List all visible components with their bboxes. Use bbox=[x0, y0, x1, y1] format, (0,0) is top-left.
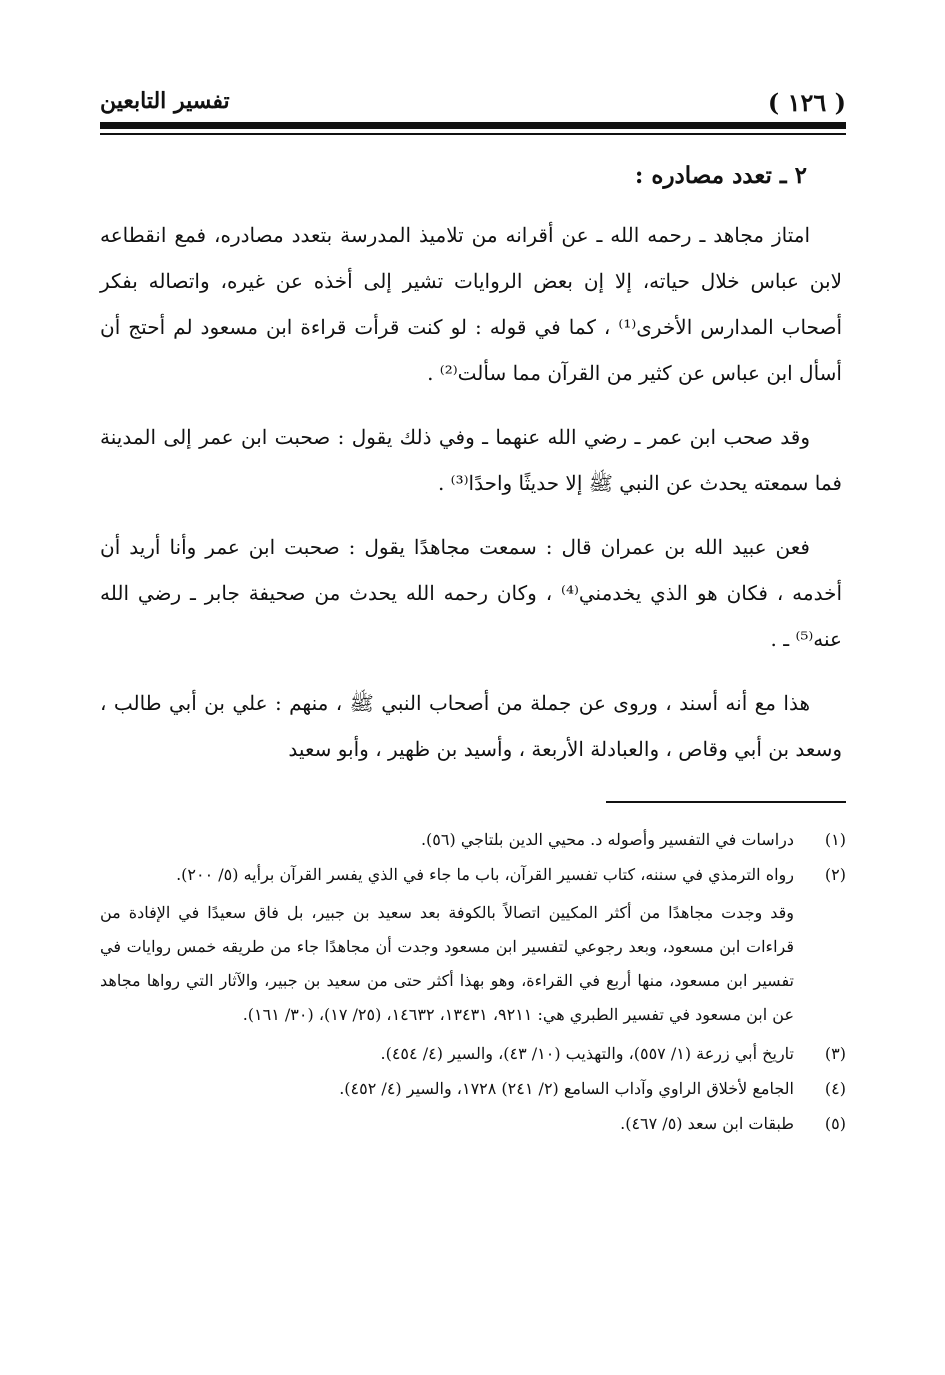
footnote bbox=[100, 1106, 846, 1141]
footnote-number: (٣) bbox=[824, 1044, 846, 1063]
paragraph: فعن عبيد الله بن عمران قال : سمعت مجاهدًا يقول : صحبت ابن عمر وأنا أريد أن أخدمه ، فكان هو الذي يخدمني⁽⁴⁾ ، وكان رحمه الله يحدث من صحيفة جابر ـ رضي الله عنه⁽⁵⁾ ـ . bbox=[100, 535, 843, 651]
footnote-number: (٤) bbox=[824, 1079, 846, 1098]
footnote-separator bbox=[606, 801, 846, 803]
footnote-number: (٥) bbox=[824, 1114, 846, 1133]
footnote-text: رواه الترمذي في سننه، كتاب تفسير القرآن، باب ما جاء في الذي يفسر القرآن برأيه (٥/ ٢٠٠). bbox=[176, 865, 794, 884]
footnote-text: دراسات في التفسير وأصوله د. محيي الدين بلتاجي (٥٦). bbox=[420, 830, 794, 849]
footnote bbox=[100, 1071, 846, 1106]
body-text bbox=[100, 212, 842, 790]
section-heading: ٢ ـ تعدد مصادره : bbox=[634, 162, 807, 189]
running-head bbox=[100, 86, 846, 122]
footnote-text: الجامع لأخلاق الراوي وآداب السامع (٢/ ٢٤١) ١٧٢٨، والسير (٤/ ٤٥٢). bbox=[339, 1079, 794, 1098]
footnote-text: تاريخ أبي زرعة (١/ ٥٥٧)، والتهذيب (١٠/ ٤٣)، والسير (٤/ ٤٥٤). bbox=[380, 1044, 794, 1063]
running-title: تفسير التابعين bbox=[100, 88, 230, 114]
header-rule-thin bbox=[100, 133, 846, 135]
paragraph: هذا مع أنه أسند ، وروى عن جملة من أصحاب النبي ﷺ ، منهم : علي بن أبي طالب ، وسعد بن أبي وقاص ، والعبادلة الأربعة ، وأسيد بن ظهير ، وأبو سعيد bbox=[100, 691, 842, 761]
footnote-number: (١) bbox=[824, 830, 846, 849]
header-rule-thick bbox=[100, 122, 846, 129]
footnote bbox=[100, 822, 846, 857]
paragraph: امتاز مجاهد ـ رحمه الله ـ عن أقرانه من تلاميذ المدرسة بتعدد مصادره، فمع انقطاعه لابن عباس خلال حياته، إلا إن بعض الروايات تشير إلى أخذه عن غيره، واتصاله بفكر أصحاب المدارس الأخرى⁽¹⁾ ، كما في قوله : لو كنت قرأت قراءة ابن مسعود لم أحتج أن أسأل ابن عباس عن كثير من القرآن مما سألت⁽²⁾ . bbox=[100, 223, 843, 385]
page-number: ( ١٢٦ ) bbox=[767, 88, 846, 117]
footnote-text: طبقات ابن سعد (٥/ ٤٦٧). bbox=[620, 1114, 794, 1133]
footnotes bbox=[100, 822, 846, 1141]
paragraph: وقد صحب ابن عمر ـ رضي الله عنهما ـ وفي ذلك يقول : صحبت ابن عمر إلى المدينة فما سمعته يحدث عن النبي ﷺ إلا حديثًا واحدًا⁽³⁾ . bbox=[100, 425, 842, 495]
footnote-number: (٢) bbox=[824, 865, 846, 884]
footnote bbox=[100, 857, 846, 892]
footnote-continuation: وقد وجدت مجاهدًا من أكثر المكيين اتصالاً بالكوفة بعد سعيد بن جبير، بل فاق سعيدًا في الإفادة من قراءات ابن مسعود، وبعد رجوعي لتفسير ابن مسعود وجدت أن مجاهدًا جاء من طريقه خمس روايات في تفسير ابن مسعود، منها أربع في القراءة، وهو بهذا أكثر حتى من سعيد بن جبير، والآثار التي رواها مجاهد عن ابن مسعود في تفسير الطبري هي: ٩٢١١، ١٣٤٣١، ١٤٦٣٢، (٢٥/ ١٧)، (٣٠/ ١٦١). bbox=[100, 903, 794, 1024]
footnote bbox=[100, 1036, 846, 1071]
